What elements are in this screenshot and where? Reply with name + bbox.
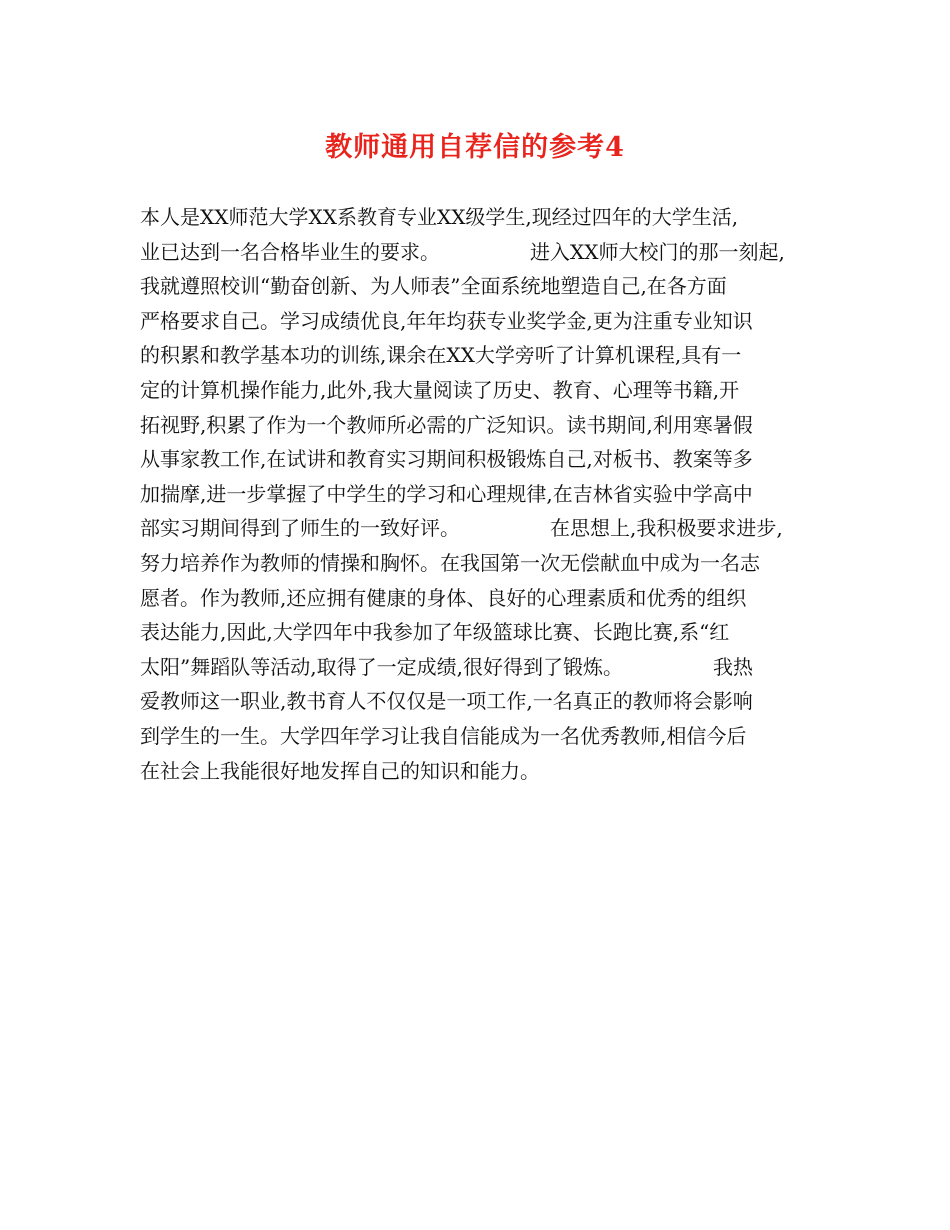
body-line: 拓视野,积累了作为一个教师所必需的广泛知识。读书期间,利用寒暑假 [140, 412, 753, 437]
page-title: 教师通用自荐信的参考4 [325, 132, 625, 163]
body-line: 爱教师这一职业,教书育人不仅仅是一项工作,一名真正的教师将会影响 [140, 689, 753, 714]
body-line: 严格要求自己。学习成绩优良,年年均获专业奖学金,更为注重专业知识 [140, 308, 753, 333]
body-line: 本人是XX师范大学XX系教育专业XX级学生,现经过四年的大学生活, [140, 205, 739, 229]
body-line: 的积累和教学基本功的训练,课余在XX大学旁听了计算机课程,具有一 [140, 343, 742, 368]
letter-body [140, 200, 820, 788]
body-line: 业已达到一名合格毕业生的要求。 进入XX师大校门的那一刻起, [140, 239, 785, 264]
body-line: 加揣摩,进一步掌握了中学生的学习和心理规律,在吉林省实验中学高中 [140, 481, 753, 506]
body-line: 愿者。作为教师,还应拥有健康的身体、良好的心理素质和优秀的组织 [140, 585, 747, 610]
body-line: 我就遵照校训“勤奋创新、为人师表”全面系统地塑造自己,在各方面 [140, 274, 727, 299]
body-line: 定的计算机操作能力,此外,我大量阅读了历史、教育、心理等书籍,开 [140, 377, 740, 402]
body-line: 太阳”舞蹈队等活动,取得了一定成绩,很好得到了锻炼。 我热 [140, 654, 753, 679]
body-line: 部实习期间得到了师生的一致好评。 在思想上,我积极要求进步, [140, 516, 783, 541]
body-line: 到学生的一生。大学四年学习让我自信能成为一名优秀教师,相信今后 [140, 723, 747, 748]
body-line: 在社会上我能很好地发挥自己的知识和能力。 [140, 758, 540, 783]
body-line: 从事家教工作,在试讲和教育实习期间积极锻炼自己,对板书、教案等多 [140, 447, 753, 472]
body-line: 表达能力,因此,大学四年中我参加了年级篮球比赛、长跑比赛,系“红 [140, 620, 730, 645]
body-line: 努力培养作为教师的情操和胸怀。在我国第一次无偿献血中成为一名志 [140, 550, 760, 575]
